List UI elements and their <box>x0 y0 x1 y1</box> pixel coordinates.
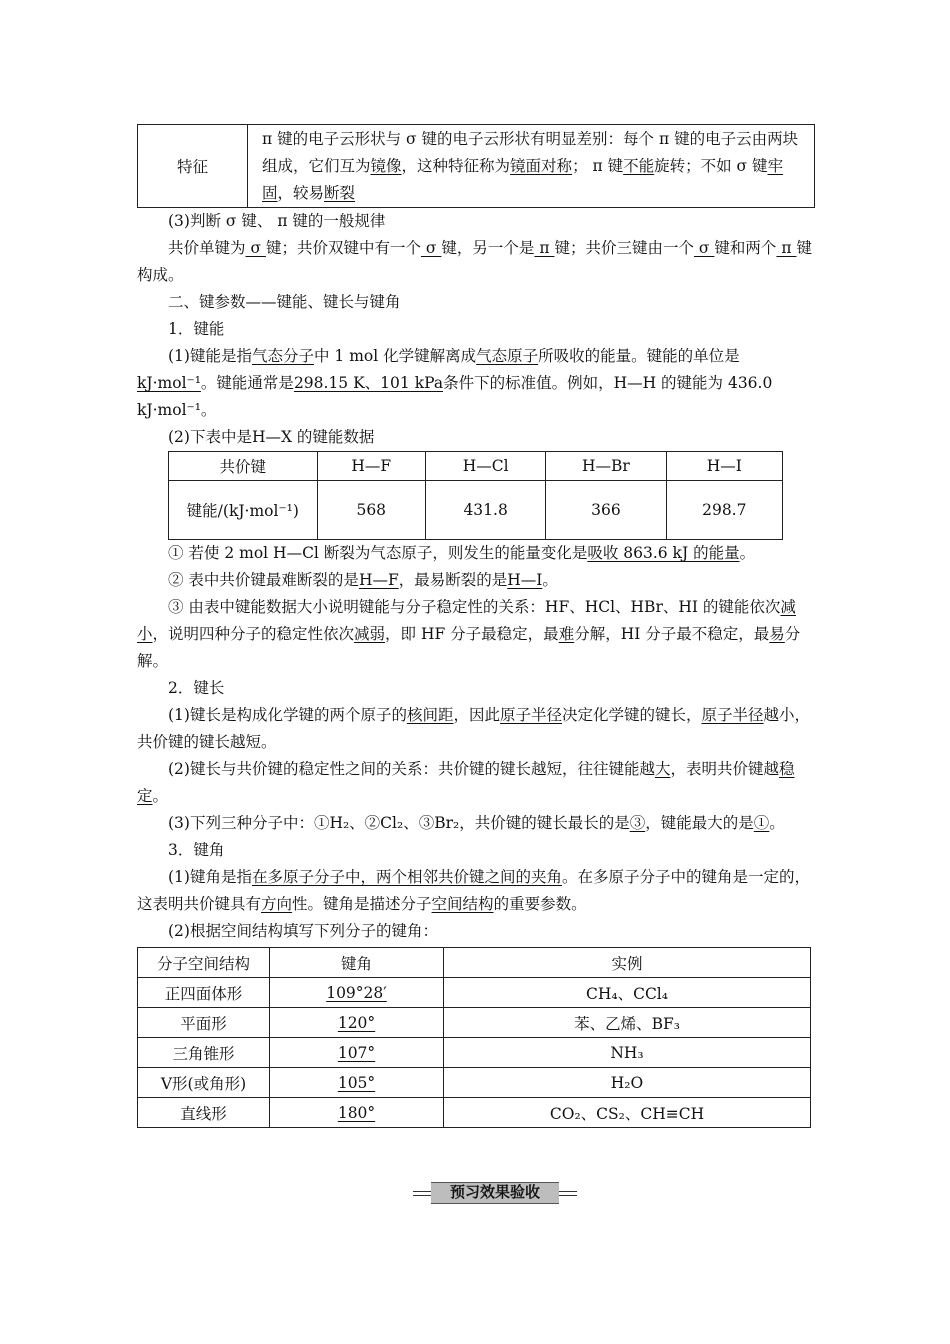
answer-blank: 298.15 K、101 kPa <box>293 374 444 392</box>
text-span: ，因此 <box>453 706 500 724</box>
text-span: 分解，HI 分子最不稳定，最 <box>574 625 770 643</box>
table-header: 键角 <box>270 948 444 978</box>
bond-length-p1 <box>137 702 815 756</box>
bond-energy-p1 <box>137 343 815 424</box>
text-span: 所吸收的能量。键能的单位是 <box>538 347 740 365</box>
text-span: (3)下列三种分子中：①H₂、②Cl₂、③Br₂，共价键的键长最长的是 <box>168 814 630 832</box>
answer-blank: ① <box>753 814 770 832</box>
answer-blank: 镜面对称 <box>510 156 573 175</box>
table-cell: 366 <box>546 481 666 540</box>
answer-blank: 原子半径 <box>500 706 563 724</box>
answer-blank: 稳定 <box>137 760 795 805</box>
table-header: H—Cl <box>425 452 545 481</box>
text-span: ，较易 <box>277 183 325 202</box>
text-span: 越小，共价键的键长越短。 <box>137 706 811 751</box>
text-span: ，即 HF 分子最稳定，最 <box>385 625 559 643</box>
table-header: 实例 <box>444 948 811 978</box>
answer-blank: 105° <box>337 1073 376 1092</box>
text-span: 旋转；不如 σ 键 <box>654 156 768 175</box>
text-span: 。键能通常是 <box>200 374 294 392</box>
answer-blank: H—F <box>358 571 399 589</box>
table-header: H—I <box>666 452 782 481</box>
bond-length-p3 <box>137 810 815 837</box>
shape-cell: 平面形 <box>138 1008 270 1038</box>
text-span: 性。键角是描述分子 <box>292 895 432 913</box>
table-cell: 431.8 <box>425 481 545 540</box>
shape-cell: V形(或角形) <box>138 1068 270 1098</box>
section-3-body <box>137 235 815 289</box>
bond-energy-q2 <box>137 567 815 594</box>
table-header: 分子空间结构 <box>138 948 270 978</box>
table-cell: 298.7 <box>666 481 782 540</box>
answer-blank: σ <box>420 239 442 257</box>
table-header: 共价键 <box>169 452 318 481</box>
text-span: 键和两个 <box>714 239 777 257</box>
feature-table <box>137 124 815 208</box>
text-span: ① 若使 2 mol H—Cl 断裂为气态原子，则发生的能量变化是 <box>168 544 588 562</box>
text-span: 。 <box>739 544 756 562</box>
example-cell: 苯、乙烯、BF₃ <box>444 1008 811 1038</box>
answer-blank: π <box>776 239 797 257</box>
example-cell: H₂O <box>444 1068 811 1098</box>
text-span: ，最易断裂的是 <box>398 571 508 589</box>
answer-blank: 109°28′ <box>326 983 387 1002</box>
bond-length-p2 <box>137 756 815 810</box>
text-span: 键；共价双键中有一个 <box>265 239 421 257</box>
shape-cell: 正四面体形 <box>138 978 270 1008</box>
section-3-title: (3)判断 σ 键、 π 键的一般规律 <box>168 212 386 230</box>
answer-blank: 易 <box>769 625 785 643</box>
text-span: ，表明共价键越 <box>670 760 779 778</box>
bond-energy-q3 <box>137 594 815 675</box>
text-span: 。 <box>769 814 785 832</box>
text-span: 中 1 mol 化学键解离成 <box>313 347 477 365</box>
text-span: 键；共价三键由一个 <box>554 239 694 257</box>
text-span: ② 表中共价键最难断裂的是 <box>168 571 359 589</box>
example-cell: CO₂、CS₂、CH≡CH <box>444 1098 811 1128</box>
answer-blank: ③ <box>629 814 646 832</box>
answer-blank: σ <box>245 239 266 257</box>
answer-blank: H—I <box>507 571 543 589</box>
text-span: 分解。 <box>137 625 801 670</box>
answer-blank: 气态原子 <box>476 347 539 365</box>
bond-angle-table <box>137 947 811 1128</box>
answer-blank: 牢固 <box>262 156 784 202</box>
answer-blank: 120° <box>337 1013 376 1032</box>
answer-blank: 不能 <box>623 156 655 175</box>
table-row <box>138 1008 811 1038</box>
text-span: (2)键长与共价键的稳定性之间的关系：共价键的键长越短，往往键能越 <box>168 760 655 778</box>
text-span: (1)键能是指 <box>168 347 252 365</box>
table-header: H—Br <box>546 452 666 481</box>
text-span: 的重要参数。 <box>493 895 587 913</box>
bond-angle-title: 3．键角 <box>168 841 225 859</box>
angle-cell <box>270 1008 444 1038</box>
angle-cell <box>270 1098 444 1128</box>
text-span: ，键能最大的是 <box>645 814 754 832</box>
answer-blank: kJ·mol⁻¹ <box>137 374 201 392</box>
answer-blank: 难 <box>558 625 575 643</box>
text-span: 。在多原子分子中的键角是一定的，这表明共价键具有 <box>137 868 810 913</box>
text-span: π 键的电子云形状与 σ 键的电子云形状有明显差别：每个 π 键的电子云由两块组成，它们互为 <box>262 129 799 175</box>
answer-blank: 核间距 <box>406 706 454 724</box>
table-header: H—F <box>317 452 425 481</box>
text-span: 。 <box>542 571 558 589</box>
answer-blank: π <box>534 239 555 257</box>
answer-blank: 空间结构 <box>431 895 494 913</box>
table-row <box>138 1068 811 1098</box>
text-span: (1)键角是指 <box>168 868 252 886</box>
text-span: 共价单键为 <box>168 239 246 257</box>
answer-blank: σ <box>693 239 715 257</box>
text-span: 键，另一个是 <box>441 239 535 257</box>
text-span: (1)键长是构成化学键的两个原子的 <box>168 706 407 724</box>
text-span: 决定化学键的键长， <box>562 706 702 724</box>
angle-cell <box>270 978 444 1008</box>
answer-blank: 断裂 <box>324 183 356 202</box>
bond-length-title: 2．键长 <box>168 679 225 697</box>
answer-blank: 原子半径 <box>701 706 764 724</box>
answer-blank: 在多原子分子中，两个相邻共价键之间的夹角 <box>251 868 562 886</box>
answer-blank: 方向 <box>261 895 293 913</box>
text-span: ③ 由表中键能数据大小说明键能与分子稳定性的关系：HF、HCl、HBr、HI 的键能依次 <box>168 598 781 616</box>
shape-cell: 三角锥形 <box>138 1038 270 1068</box>
bond-energy-p2: (2)下表中是H—X 的键能数据 <box>168 428 375 446</box>
banner-title: 预习效果验收 <box>449 1183 540 1201</box>
table-row <box>138 1038 811 1068</box>
document-page <box>137 124 815 1128</box>
table-row <box>138 1098 811 1128</box>
answer-blank: 吸收 863.6 kJ 的能量 <box>587 544 740 562</box>
answer-blank: 镜像 <box>370 156 402 175</box>
section-banner <box>413 1182 577 1202</box>
bond-angle-p2: (2)根据空间结构填写下列分子的键角： <box>168 922 438 940</box>
table-row-label: 键能/(kJ·mol⁻¹) <box>169 481 318 540</box>
bond-energy-table <box>168 451 783 540</box>
answer-blank: 180° <box>337 1103 376 1122</box>
section-2-title: 二、键参数——键能、键长与键角 <box>168 293 401 311</box>
shape-cell: 直线形 <box>138 1098 270 1128</box>
angle-cell <box>270 1038 444 1068</box>
example-cell: CH₄、CCl₄ <box>444 978 811 1008</box>
answer-blank: 减小 <box>137 598 796 643</box>
bond-angle-p1 <box>137 864 815 918</box>
angle-cell <box>270 1068 444 1098</box>
text-span: 条件下的标准值。例如，H—H 的键能为 436.0 kJ·mol⁻¹。 <box>137 374 773 419</box>
example-cell: NH₃ <box>444 1038 811 1068</box>
text-span: ，这种特征称为 <box>401 156 511 175</box>
feature-label: 特征 <box>138 125 248 208</box>
text-span: ，说明四种分子的稳定性依次 <box>152 625 355 643</box>
text-span: 键构成。 <box>137 239 812 284</box>
table-row <box>138 978 811 1008</box>
answer-blank: 107° <box>337 1043 376 1062</box>
answer-blank: 大 <box>654 760 671 778</box>
text-span: 。 <box>152 787 169 805</box>
answer-blank: 减弱 <box>354 625 386 643</box>
text-span: ； π 键 <box>572 156 624 175</box>
bond-energy-title: 1．键能 <box>168 320 225 338</box>
feature-text <box>248 125 815 208</box>
answer-blank: 气态分子 <box>251 347 314 365</box>
bond-energy-q1 <box>137 540 815 567</box>
table-cell: 568 <box>317 481 425 540</box>
